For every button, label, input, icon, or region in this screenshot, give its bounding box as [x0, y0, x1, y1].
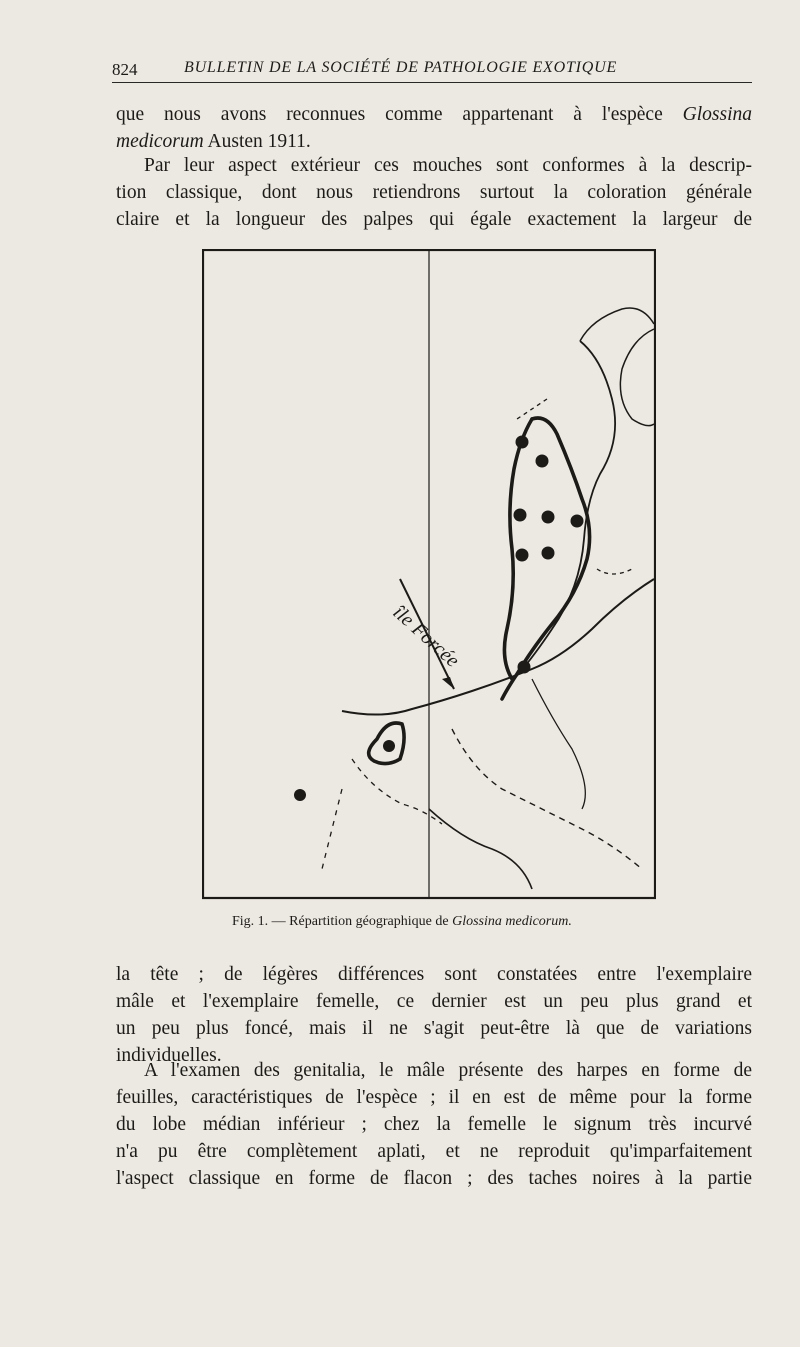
- border-north: [517, 399, 547, 419]
- arrow-head: [442, 677, 454, 689]
- river-southeast: [532, 679, 585, 809]
- record-point: [516, 436, 529, 449]
- paragraph-3: [116, 961, 752, 1069]
- distribution-boundary-west: [504, 419, 532, 679]
- paragraph-1-line-2: [116, 128, 752, 155]
- map-label-ile-forcee: île Forcée: [388, 601, 464, 672]
- paragraph-2-line-2: tion classique, dont nous retiendrons surtout la coloration générale: [116, 182, 752, 203]
- running-title: BULLETIN DE LA SOCIÉTÉ DE PATHOLOGIE EXOTIQUE: [184, 59, 618, 76]
- paragraph-4-line-5: l'aspect classique en forme de flacon ; des taches noires à la partie: [116, 1168, 752, 1189]
- paragraph-2: [116, 152, 752, 233]
- paragraph-1-line-1: [116, 101, 752, 128]
- paragraph-3-line-3: un peu plus foncé, mais il ne s'agit peut-être là que de variations: [116, 1018, 752, 1039]
- border-southwest: [322, 789, 342, 869]
- record-point: [542, 547, 555, 560]
- record-point: [383, 740, 395, 752]
- record-point: [518, 661, 531, 674]
- border-south: [452, 729, 642, 869]
- record-point: [536, 455, 549, 468]
- figure-caption: [232, 914, 652, 930]
- paragraph-2-line-1: Par leur aspect extérieur ces mouches sont conformes à la descrip-: [144, 155, 752, 176]
- coastline-main: [342, 579, 654, 715]
- figure-map: [202, 249, 656, 907]
- record-point: [514, 509, 527, 522]
- paragraph-4-line-1: A l'examen des genitalia, le mâle présente des harpes en forme de: [144, 1060, 752, 1081]
- river-east: [514, 341, 615, 679]
- text-span: que nous avons reconnues comme appartenant à l'espèce: [116, 104, 683, 125]
- paragraph-4-line-3: du lobe médian inférieur ; chez la femelle le signum très incurvé: [116, 1114, 752, 1135]
- coast-north: [620, 329, 654, 426]
- text-span: Austen 1911.: [203, 131, 311, 152]
- page-number: 824: [112, 60, 138, 79]
- paragraph-2-line-3: claire et la longueur des palpes qui égale exactement la largeur de: [116, 209, 752, 230]
- page-header: [112, 56, 752, 83]
- border-east: [597, 569, 632, 574]
- record-point: [571, 515, 584, 528]
- species-name-italic: medicorum: [116, 131, 204, 152]
- record-point: [294, 789, 306, 801]
- caption-species-italic: Glossina medicorum.: [452, 914, 572, 929]
- paragraph-4-line-2: feuilles, caractéristiques de l'espèce ; il en est de même pour la forme: [116, 1087, 752, 1108]
- paragraph-1: [116, 101, 752, 155]
- paragraph-3-line-2: mâle et l'exemplaire femelle, ce dernier est un peu plus grand et: [116, 991, 752, 1012]
- record-point: [542, 511, 555, 524]
- record-point: [516, 549, 529, 562]
- river-south: [429, 809, 532, 889]
- caption-text: Fig. 1. — Répartition géographique de: [232, 914, 453, 929]
- paragraph-3-line-1: la tête ; de légères différences sont constatées entre l'exemplaire: [116, 964, 752, 985]
- paragraph-4: [116, 1057, 752, 1192]
- paragraph-4-line-4: n'a pu être complètement aplati, et ne reproduit qu'imparfaitement: [116, 1141, 752, 1162]
- species-name-italic: Glossina: [682, 104, 752, 125]
- record-points: [294, 436, 584, 802]
- paragraph-3-line-4: individuelles.: [116, 1045, 222, 1066]
- distribution-map: [202, 249, 656, 907]
